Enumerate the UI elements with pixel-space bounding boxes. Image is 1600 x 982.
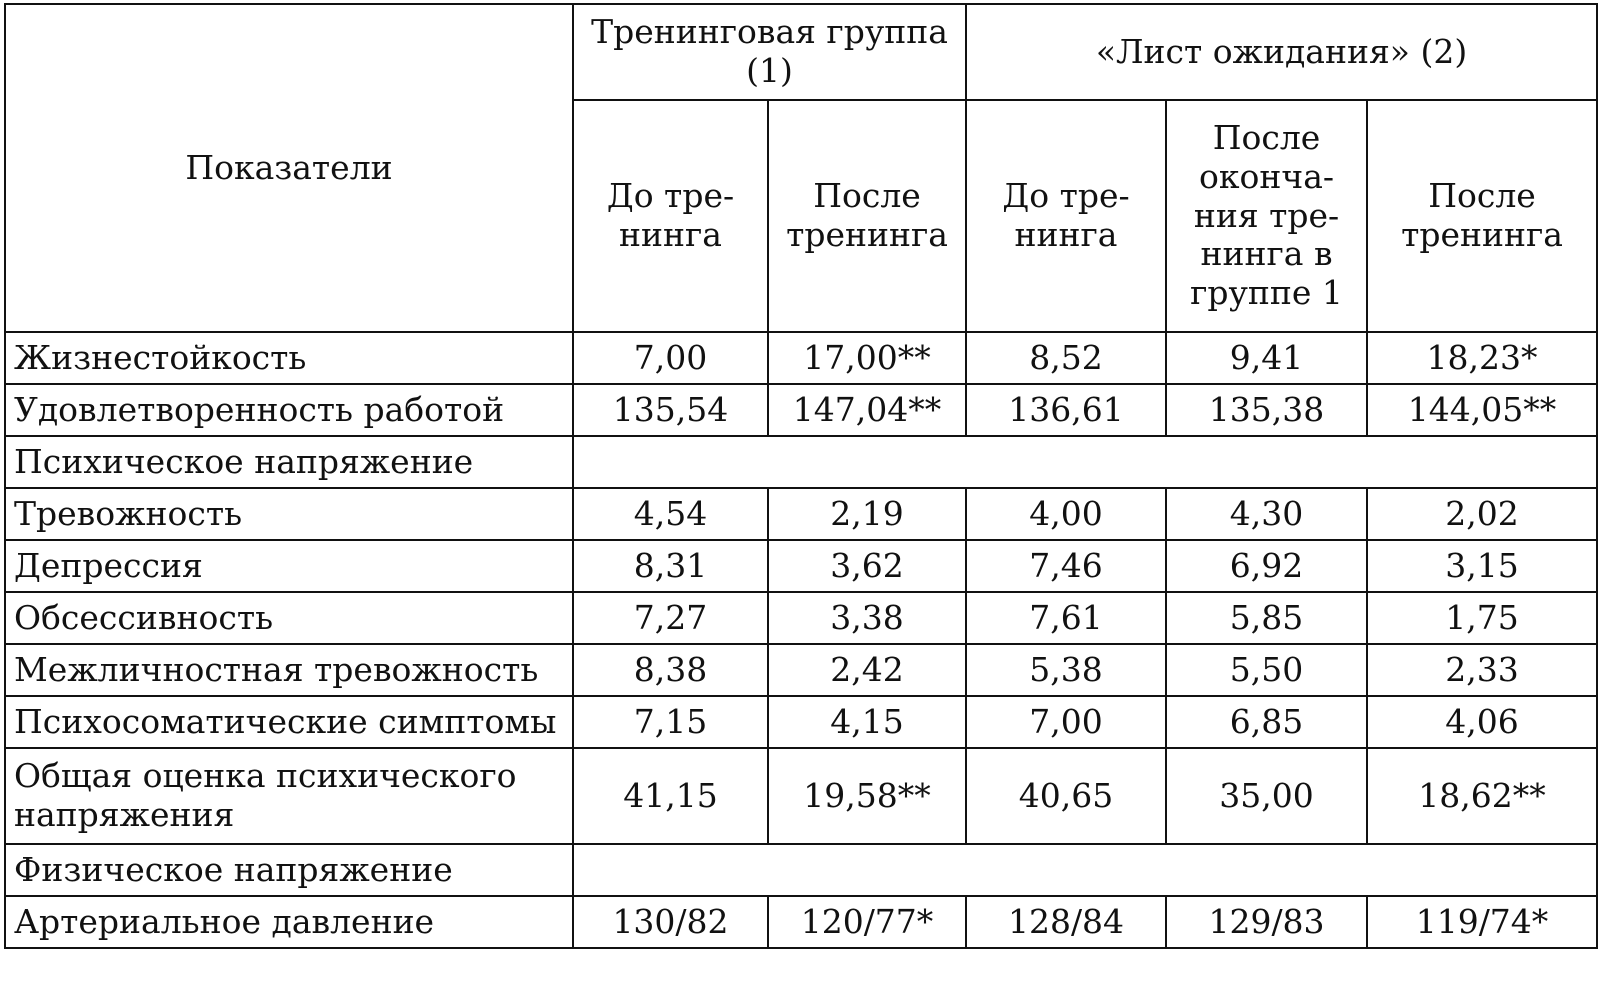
row-label: Удовлетворенность работой [5,384,573,436]
subcolumn-header: После оконча-ния тре-нинга в группе 1 [1166,100,1367,332]
table-row [5,488,1597,540]
group2-header: «Лист ожидания» (2) [966,4,1597,100]
subcolumn-header: До тре-нинга [573,100,768,332]
table-row [5,896,1597,948]
indicators-header: Показатели [5,4,573,332]
row-label: Психосоматические симптомы [5,696,573,748]
section-row [5,844,1597,896]
value-cell: 8,31 [573,540,768,592]
value-cell: 7,00 [573,332,768,384]
value-cell: 18,62** [1367,748,1597,844]
value-cell: 3,38 [768,592,966,644]
group1-header: Тренинговая группа (1) [573,4,966,100]
row-label: Тревожность [5,488,573,540]
section-row [5,436,1597,488]
table-row [5,592,1597,644]
subcolumn-header: До тре-нинга [966,100,1166,332]
table-row [5,644,1597,696]
value-cell: 41,15 [573,748,768,844]
value-cell: 5,85 [1166,592,1367,644]
results-table [4,3,1598,949]
row-label: Жизнестойкость [5,332,573,384]
value-cell: 135,38 [1166,384,1367,436]
section-label: Психическое напряжение [5,436,573,488]
row-label: Общая оценка психического напряжения [5,748,573,844]
value-cell: 2,42 [768,644,966,696]
value-cell: 2,19 [768,488,966,540]
value-cell: 4,30 [1166,488,1367,540]
value-cell: 4,54 [573,488,768,540]
table-row [5,748,1597,844]
section-label: Физическое напряжение [5,844,573,896]
subcolumn-header: После тренинга [1367,100,1597,332]
row-label: Межличностная тревожность [5,644,573,696]
value-cell: 7,00 [966,696,1166,748]
section-empty-cell [573,844,1597,896]
table-body [5,332,1597,948]
value-cell: 19,58** [768,748,966,844]
value-cell: 9,41 [1166,332,1367,384]
value-cell: 120/77* [768,896,966,948]
value-cell: 147,04** [768,384,966,436]
table-row [5,384,1597,436]
value-cell: 35,00 [1166,748,1367,844]
row-label: Обсессивность [5,592,573,644]
value-cell: 2,33 [1367,644,1597,696]
value-cell: 6,85 [1166,696,1367,748]
value-cell: 7,61 [966,592,1166,644]
value-cell: 18,23* [1367,332,1597,384]
value-cell: 5,50 [1166,644,1367,696]
value-cell: 136,61 [966,384,1166,436]
value-cell: 4,15 [768,696,966,748]
table-header [5,4,1597,332]
value-cell: 130/82 [573,896,768,948]
table-row [5,540,1597,592]
value-cell: 144,05** [1367,384,1597,436]
value-cell: 17,00** [768,332,966,384]
value-cell: 8,52 [966,332,1166,384]
value-cell: 1,75 [1367,592,1597,644]
row-label: Артериальное давление [5,896,573,948]
value-cell: 4,00 [966,488,1166,540]
value-cell: 128/84 [966,896,1166,948]
value-cell: 3,62 [768,540,966,592]
section-empty-cell [573,436,1597,488]
value-cell: 119/74* [1367,896,1597,948]
value-cell: 135,54 [573,384,768,436]
value-cell: 3,15 [1367,540,1597,592]
row-label: Депрессия [5,540,573,592]
value-cell: 5,38 [966,644,1166,696]
value-cell: 6,92 [1166,540,1367,592]
subcolumn-header: После тренинга [768,100,966,332]
value-cell: 7,46 [966,540,1166,592]
value-cell: 129/83 [1166,896,1367,948]
value-cell: 2,02 [1367,488,1597,540]
table-row [5,332,1597,384]
value-cell: 7,15 [573,696,768,748]
value-cell: 40,65 [966,748,1166,844]
table-row [5,696,1597,748]
value-cell: 4,06 [1367,696,1597,748]
value-cell: 7,27 [573,592,768,644]
value-cell: 8,38 [573,644,768,696]
